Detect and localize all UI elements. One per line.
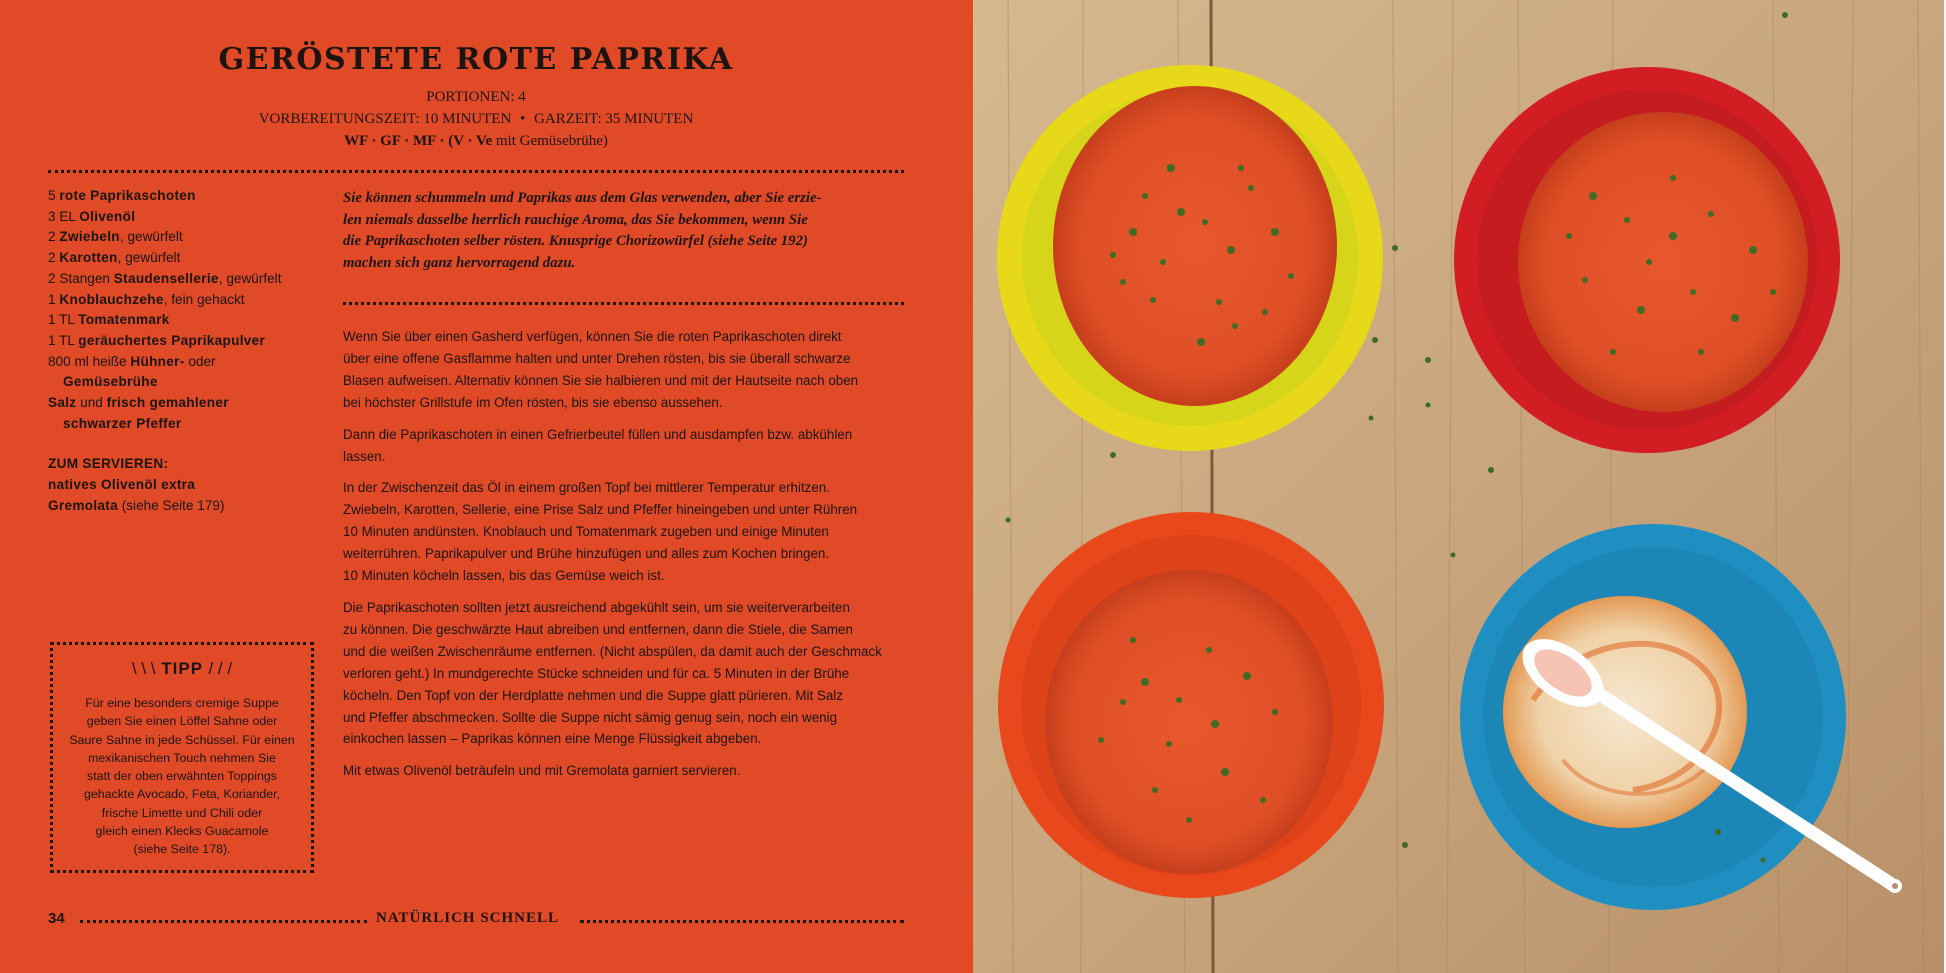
tip-label: TIPP	[161, 659, 203, 678]
method-paragraph: In der Zwischenzeit das Öl in einem großen Topf bei mittlerer Temperatur erhitzen. Zwiebeln, Karotten, Sellerie, eine Prise Salz und Pfeffer hineingeben und unter Rühren 10 Minuten andünsten. Knoblauch und Tomatenmark zugeben und einige Minuten weiterrühren. Paprikapulver und Brühe hinzufügen und alles zum Kochen bringen. 10 Minuten köcheln lassen, bis das Gemüse weich ist.	[343, 480, 858, 584]
ingredient-item: Salz und frisch gemahlener	[48, 395, 229, 411]
serving-item: natives Olivenöl extra	[48, 477, 196, 493]
ingredient-item: schwarzer Pfeffer	[63, 415, 182, 431]
diet-info	[0, 133, 952, 150]
tip-text: Für eine besonders cremige Suppe geben Sie einen Löffel Sahne oder Saure Sahne in jede Schüssel. Für einen mexikanischen Touch nehmen Sie statt der oben erwähnten Toppings gehackte Avocado, Feta, Koriander, frische Limette und Chili oder gleich einen Klecks Guacamole (siehe Seite 178).	[69, 696, 295, 857]
recipe-title: GERÖSTETE ROTE PAPRIKA	[218, 42, 734, 77]
ingredient-item: 1 TL geräuchertes Paprikapulver	[48, 332, 266, 348]
tip-heading	[53, 659, 311, 679]
tip-box	[50, 642, 314, 873]
tip-rays-left: \ \ \	[131, 659, 156, 678]
soup-photo	[973, 0, 1946, 973]
tip-rays-right: / / /	[208, 659, 233, 678]
time-info	[0, 111, 952, 128]
soup-bowl-orange	[998, 512, 1384, 898]
diet-tags: WF · GF · MF · (V · Ve	[344, 133, 493, 149]
method-paragraph: Dann die Paprikaschoten in einen Gefrierbeutel füllen und ausdampfen bzw. abkühlen lassen.	[343, 426, 853, 464]
soup-bowl-yellow	[997, 65, 1383, 451]
footer-divider-left	[80, 920, 367, 923]
method-text	[343, 326, 903, 792]
ingredient-item: Gemüsebrühe	[63, 374, 158, 390]
ingredient-item: 1 Knoblauchzehe, fein gehackt	[48, 291, 245, 307]
ingredient-list	[48, 186, 318, 517]
soup-bowl-blue-empty	[1460, 524, 1846, 910]
ingredient-item: 5 rote Paprikaschoten	[48, 188, 196, 203]
method-paragraph: Die Paprikaschoten sollten jetzt ausreichend abgekühlt sein, um sie weiterverarbeiten zu können. Die geschwärzte Haut abreiben und entfernen, dann die Stiele, die Samen und die weißen Zwischenräume entfernen. (Nicht abspülen, da damit auch der Geschmack verloren geht.) In mundgerechte Stücke schneiden und für ca. 5 Minuten in der Brühe köcheln. Den Topf von der Herdplatte nehmen und die Suppe glatt pürieren. Mit Salz und Pfeffer abschmecken. Sollte die Suppe nicht sämig genug sein, noch ein wenig einkochen lassen – Paprikas können eine Menge Flüssigkeit abgeben.	[343, 599, 882, 747]
ingredient-item: 2 Stangen Staudensellerie, gewürfelt	[48, 270, 282, 286]
footer-divider-right	[580, 920, 904, 923]
portions: PORTIONEN: 4	[426, 89, 526, 105]
method-paragraph: Wenn Sie über einen Gasherd verfügen, können Sie die roten Paprikaschoten direkt über eine offene Gasflamme halten und unter Drehen rösten, bis sie überall schwarze Blasen aufweisen. Alternativ können Sie sie halbieren und mit der Hautseite nach oben bei höchster Grillstufe im Ofen rösten, bis sie ebenso aussehen.	[343, 329, 859, 410]
time-separator: •	[520, 111, 526, 127]
method-paragraph: Mit etwas Olivenöl beträufeln und mit Gremolata garniert servieren.	[343, 763, 741, 779]
header-divider	[48, 170, 904, 173]
serving-item: Gremolata (siehe Seite 179)	[48, 497, 225, 513]
intro-divider	[343, 302, 904, 305]
diet-note: mit Gemüsebrühe)	[495, 133, 608, 149]
serving-heading: ZUM SERVIEREN:	[48, 456, 169, 472]
page-number: 34	[48, 910, 65, 927]
ingredient-item: 2 Karotten, gewürfelt	[48, 250, 181, 266]
ingredient-item: 1 TL Tomatenmark	[48, 312, 170, 328]
cook-time: GARZEIT: 35 MINUTEN	[534, 111, 694, 127]
photo-page	[973, 0, 1946, 973]
ingredient-item: 2 Zwiebeln, gewürfelt	[48, 229, 183, 245]
soup-bowl-red	[1454, 67, 1840, 453]
prep-time: VORBEREITUNGSZEIT: 10 MINUTEN	[258, 111, 512, 127]
recipe-intro: Sie können schummeln und Paprikas aus dem Glas verwenden, aber Sie erzie- len niemals dasselbe herrlich rauchige Aroma, das Sie bekommen, wenn Sie die Paprikaschoten selber rösten. Knusprige Chorizowürfel (siehe Seite 192) machen sich ganz hervorragend dazu.	[343, 190, 822, 271]
ingredient-item: 3 EL Olivenöl	[48, 208, 136, 224]
ingredient-item: 800 ml heiße Hühner- oder	[48, 353, 216, 369]
section-title: NATÜRLICH SCHNELL	[376, 910, 560, 926]
